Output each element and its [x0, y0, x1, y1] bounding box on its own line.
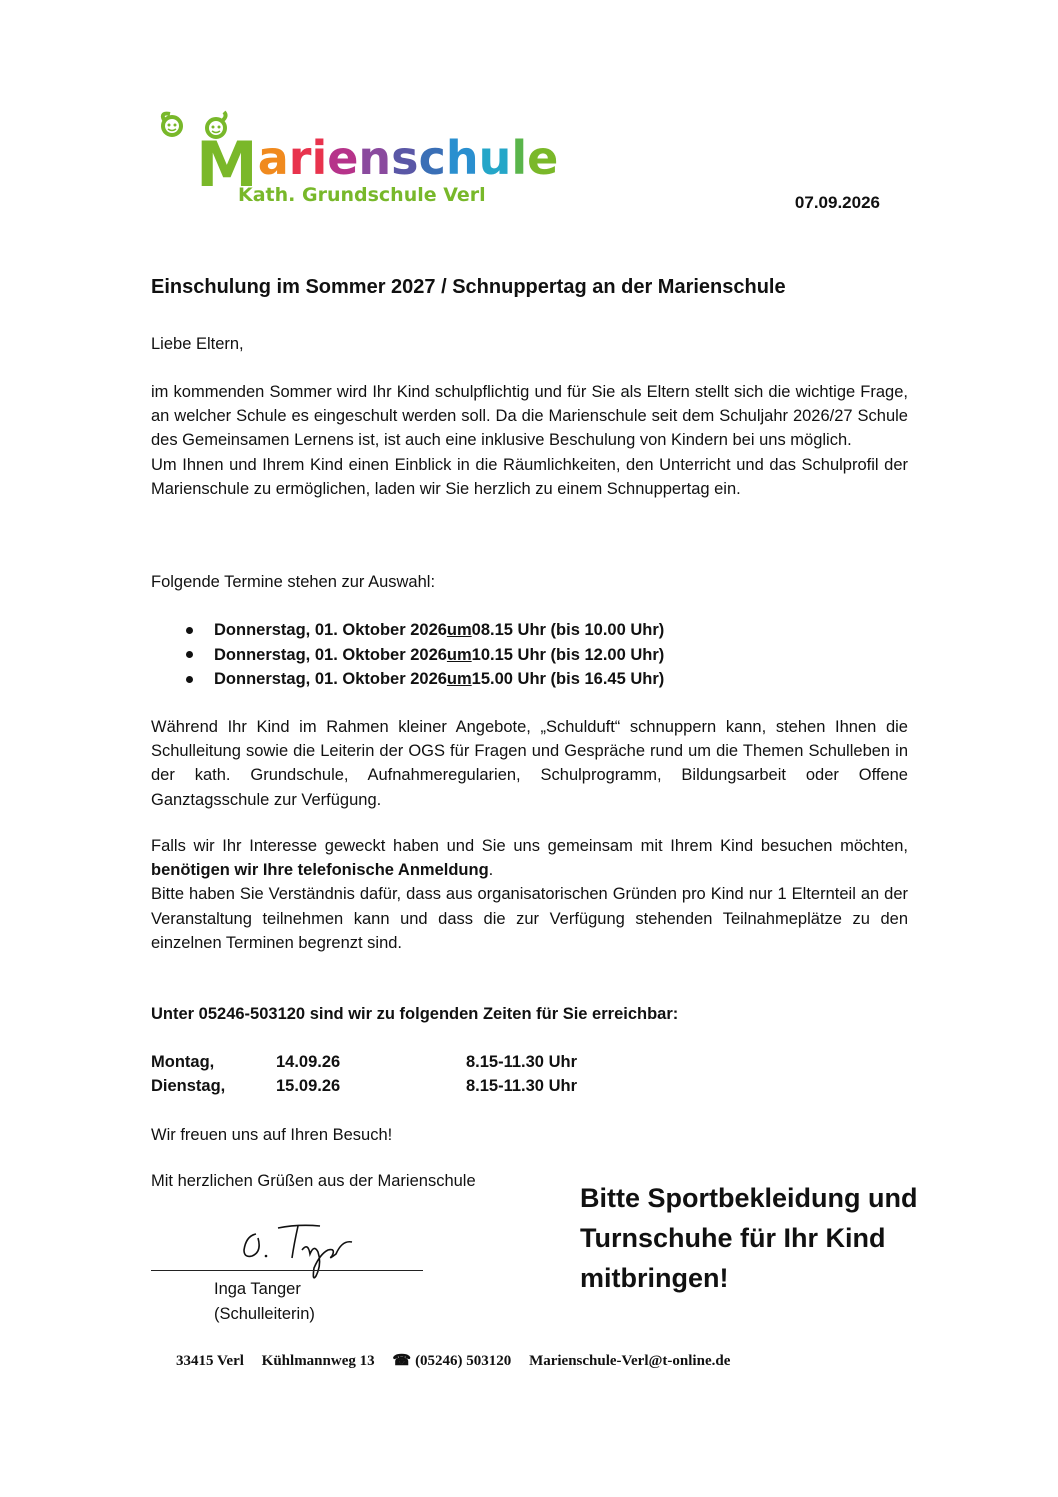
- closing-line: Wir freuen uns auf Ihren Besuch!: [151, 1126, 393, 1144]
- footer-email: Marienschule-Verl@t-online.de: [529, 1353, 731, 1369]
- zeiten-table: [151, 1050, 577, 1098]
- bullet-icon: [186, 627, 193, 634]
- footer-street: Kühlmannweg 13: [261, 1353, 375, 1369]
- logo-letter: l: [511, 131, 528, 185]
- logo-letter: n: [358, 131, 392, 185]
- anmeldung-block: [151, 834, 908, 955]
- termine-intro: Folgende Termine stehen zur Auswahl:: [151, 573, 436, 591]
- footer-phone: ☎ (05246) 503120: [392, 1353, 512, 1369]
- logo-letter: M: [196, 128, 258, 201]
- logo-letter: i: [311, 131, 328, 185]
- verstaendnis-paragraph: Bitte haben Sie Verständnis dafür, dass aus organisatorischen Gründen pro Kind nur 1 Elternteil an der Veranstaltung teilnehmen kann und dass die zur Verfügung stehenden Teilnahmeplätze zu den einzelnen Terminen begrenzt sind.: [151, 885, 908, 952]
- bullet-icon: [186, 651, 193, 658]
- bullet-icon: [186, 676, 193, 683]
- sport-note: Bitte Sportbekleidung und Turnschuhe für Ihr Kind mitbringen!: [580, 1183, 918, 1293]
- signer-name: Inga Tanger: [214, 1280, 301, 1298]
- logo-subtitle: Kath. Grundschule Verl: [238, 184, 486, 206]
- table-row: Dienstag, 15.09.26 8.15-11.30 Uhr: [151, 1077, 577, 1096]
- greeting: Mit herzlichen Grüßen aus der Marienschule: [151, 1172, 476, 1190]
- letter-footer: [176, 1351, 744, 1370]
- logo-letter: c: [418, 131, 446, 185]
- signer-block: [214, 1277, 315, 1327]
- logo-letter: r: [288, 131, 312, 185]
- table-row: Montag, 14.09.26 8.15-11.30 Uhr: [151, 1053, 577, 1071]
- logo-letter: e: [527, 131, 559, 185]
- intro-paragraph-2: Um Ihnen und Ihrem Kind einen Einblick in die Räumlichkeiten, den Unterricht und das Schulprofil der Marienschule zu ermöglichen, laden wir Sie herzlich zu einem Schnuppertag ein.: [151, 455, 908, 498]
- signature-image: [228, 1214, 368, 1284]
- logo-letter: u: [478, 131, 512, 185]
- logo-letter: e: [327, 131, 359, 185]
- salutation: Liebe Eltern,: [151, 335, 244, 353]
- list-item: Donnerstag, 01. Oktober 2026 um 08.15 Uhr (bis 10.00 Uhr): [186, 618, 664, 643]
- signature-line: [151, 1270, 423, 1271]
- phone-icon: ☎: [392, 1353, 412, 1369]
- erreichbar-heading: Unter 05246-503120 sind wir zu folgenden Zeiten für Sie erreichbar:: [151, 1005, 679, 1023]
- logo-letter: s: [391, 131, 419, 185]
- list-item: Donnerstag, 01. Oktober 2026 um 15.00 Uhr (bis 16.45 Uhr): [186, 667, 664, 692]
- termine-list: [186, 618, 664, 692]
- anmeldung-paragraph: Falls wir Ihr Interesse geweckt haben und Sie uns gemeinsam mit Ihrem Kind besuchen möchten, benötigen wir Ihre telefonische Anmeldung.: [151, 837, 908, 880]
- intro-paragraph-1: im kommenden Sommer wird Ihr Kind schulpflichtig und für Sie als Eltern stellt sich die wichtige Frage, an welcher Schule es eingeschult werden soll. Da die Marienschule seit dem Schuljahr 2026/27 Schule des Gemeinsamen Lernens ist, ist auch eine inklusive Beschulung von Kindern bei uns möglich.: [151, 383, 908, 450]
- letter-title: Einschulung im Sommer 2027 / Schnuppertag an der Marienschule: [151, 276, 786, 298]
- angebot-paragraph: Während Ihr Kind im Rahmen kleiner Angebote, „Schulduft“ schnuppern kann, stehen Ihnen die Schulleitung sowie die Leiterin der OGS für Fragen und Gespräche rund um die Themen Schulleben in der kath. Grundschule, Aufnahmeregularien, Schulprogramm, Bildungsarbeit oder Offene Ganztagsschule zur Verfügung.: [151, 718, 908, 809]
- list-item: Donnerstag, 01. Oktober 2026 um 10.15 Uhr (bis 12.00 Uhr): [186, 643, 664, 668]
- signer-role: (Schulleiterin): [214, 1305, 315, 1323]
- footer-city: 33415 Verl: [176, 1353, 244, 1369]
- letter-date: 07.09.2026: [794, 193, 880, 212]
- intro-block: [151, 380, 908, 501]
- logo-letter: h: [445, 131, 479, 185]
- school-logo: [158, 108, 559, 213]
- logo-letter: a: [257, 131, 289, 185]
